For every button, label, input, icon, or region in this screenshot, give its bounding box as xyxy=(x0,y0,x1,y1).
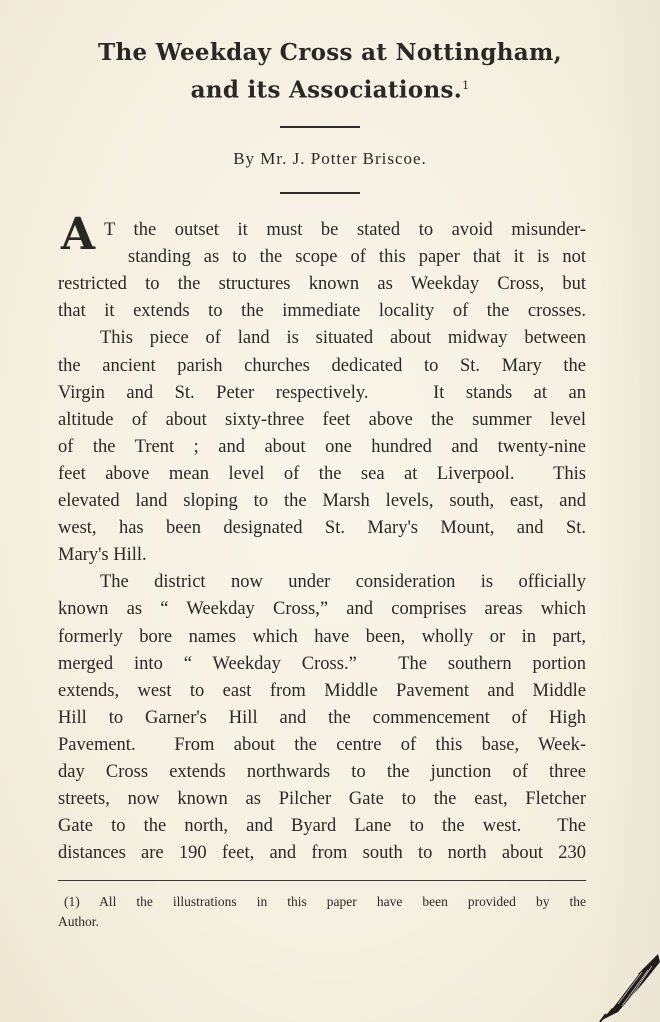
title-divider-rule xyxy=(280,126,360,128)
body-line: formerly bore names which have been, wholly or in part, xyxy=(58,627,586,647)
body-line: This piece of land is situated about midway between xyxy=(100,328,586,348)
body-line: distances are 190 feet, and from south to north about 230 xyxy=(58,843,586,863)
footnote-marker: (1) xyxy=(64,894,80,909)
body-line: streets, now known as Pilcher Gate to the east, Fletcher xyxy=(58,789,586,809)
body-line: the ancient parish churches dedicated to St. Mary the xyxy=(58,356,586,376)
body-line: extends, west to east from Middle Pavement and Middle xyxy=(58,681,586,701)
body-line: The district now under consideration is officially xyxy=(100,572,586,592)
body-line: that it extends to the immediate locality of the crosses. xyxy=(58,301,586,321)
title-line-1: The Weekday Cross at Nottingham, xyxy=(98,39,562,66)
footnote-text-1: All the illustrations in this paper have been provided by the xyxy=(99,894,586,909)
body-line: west, has been designated St. Mary's Mount, and St. xyxy=(58,518,586,538)
body-line: elevated land sloping to the Marsh levels, south, east, and xyxy=(58,491,586,511)
body-line: restricted to the structures known as Weekday Cross, but xyxy=(58,274,586,294)
byline-divider-rule xyxy=(280,192,360,194)
title-line-2 xyxy=(40,69,620,107)
author-byline: By Mr. J. Potter Briscoe. xyxy=(233,149,427,168)
footnote-line-2: Author. xyxy=(58,914,99,929)
body-line: Virgin and St. Peter respectively. It stands at an xyxy=(58,383,586,403)
body-line: Gate to the north, and Byard Lane to the west. The xyxy=(58,816,586,836)
body-line: Pavement. From about the centre of this base, Week- xyxy=(58,735,586,755)
body-line: T the outset it must be stated to avoid misunder- xyxy=(104,220,586,240)
body-line: feet above mean level of the sea at Liverpool. This xyxy=(58,464,586,484)
body-line: of the Trent ; and about one hundred and twenty-nine xyxy=(58,437,586,457)
body-line: Mary's Hill. xyxy=(58,545,147,565)
body-line: Hill to Garner's Hill and the commencement of High xyxy=(58,708,586,728)
drop-cap-initial: A xyxy=(60,209,96,260)
body-line: standing as to the scope of this paper that it is not xyxy=(128,247,586,267)
footnote-divider-rule xyxy=(58,880,586,881)
footnote-line-1 xyxy=(64,892,586,911)
body-line: altitude of about sixty-three feet above the summer level xyxy=(58,410,586,430)
body-line: known as “ Weekday Cross,” and comprises areas which xyxy=(58,599,586,619)
body-line: day Cross extends northwards to the junction of three xyxy=(58,762,586,782)
quill-pen-icon xyxy=(598,952,660,1022)
body-line: merged into “ Weekday Cross.” The southern portion xyxy=(58,654,586,674)
article-title xyxy=(40,36,620,107)
title-line-2-text: and its Associations. xyxy=(190,76,463,104)
title-footnote-marker: 1 xyxy=(462,79,470,92)
